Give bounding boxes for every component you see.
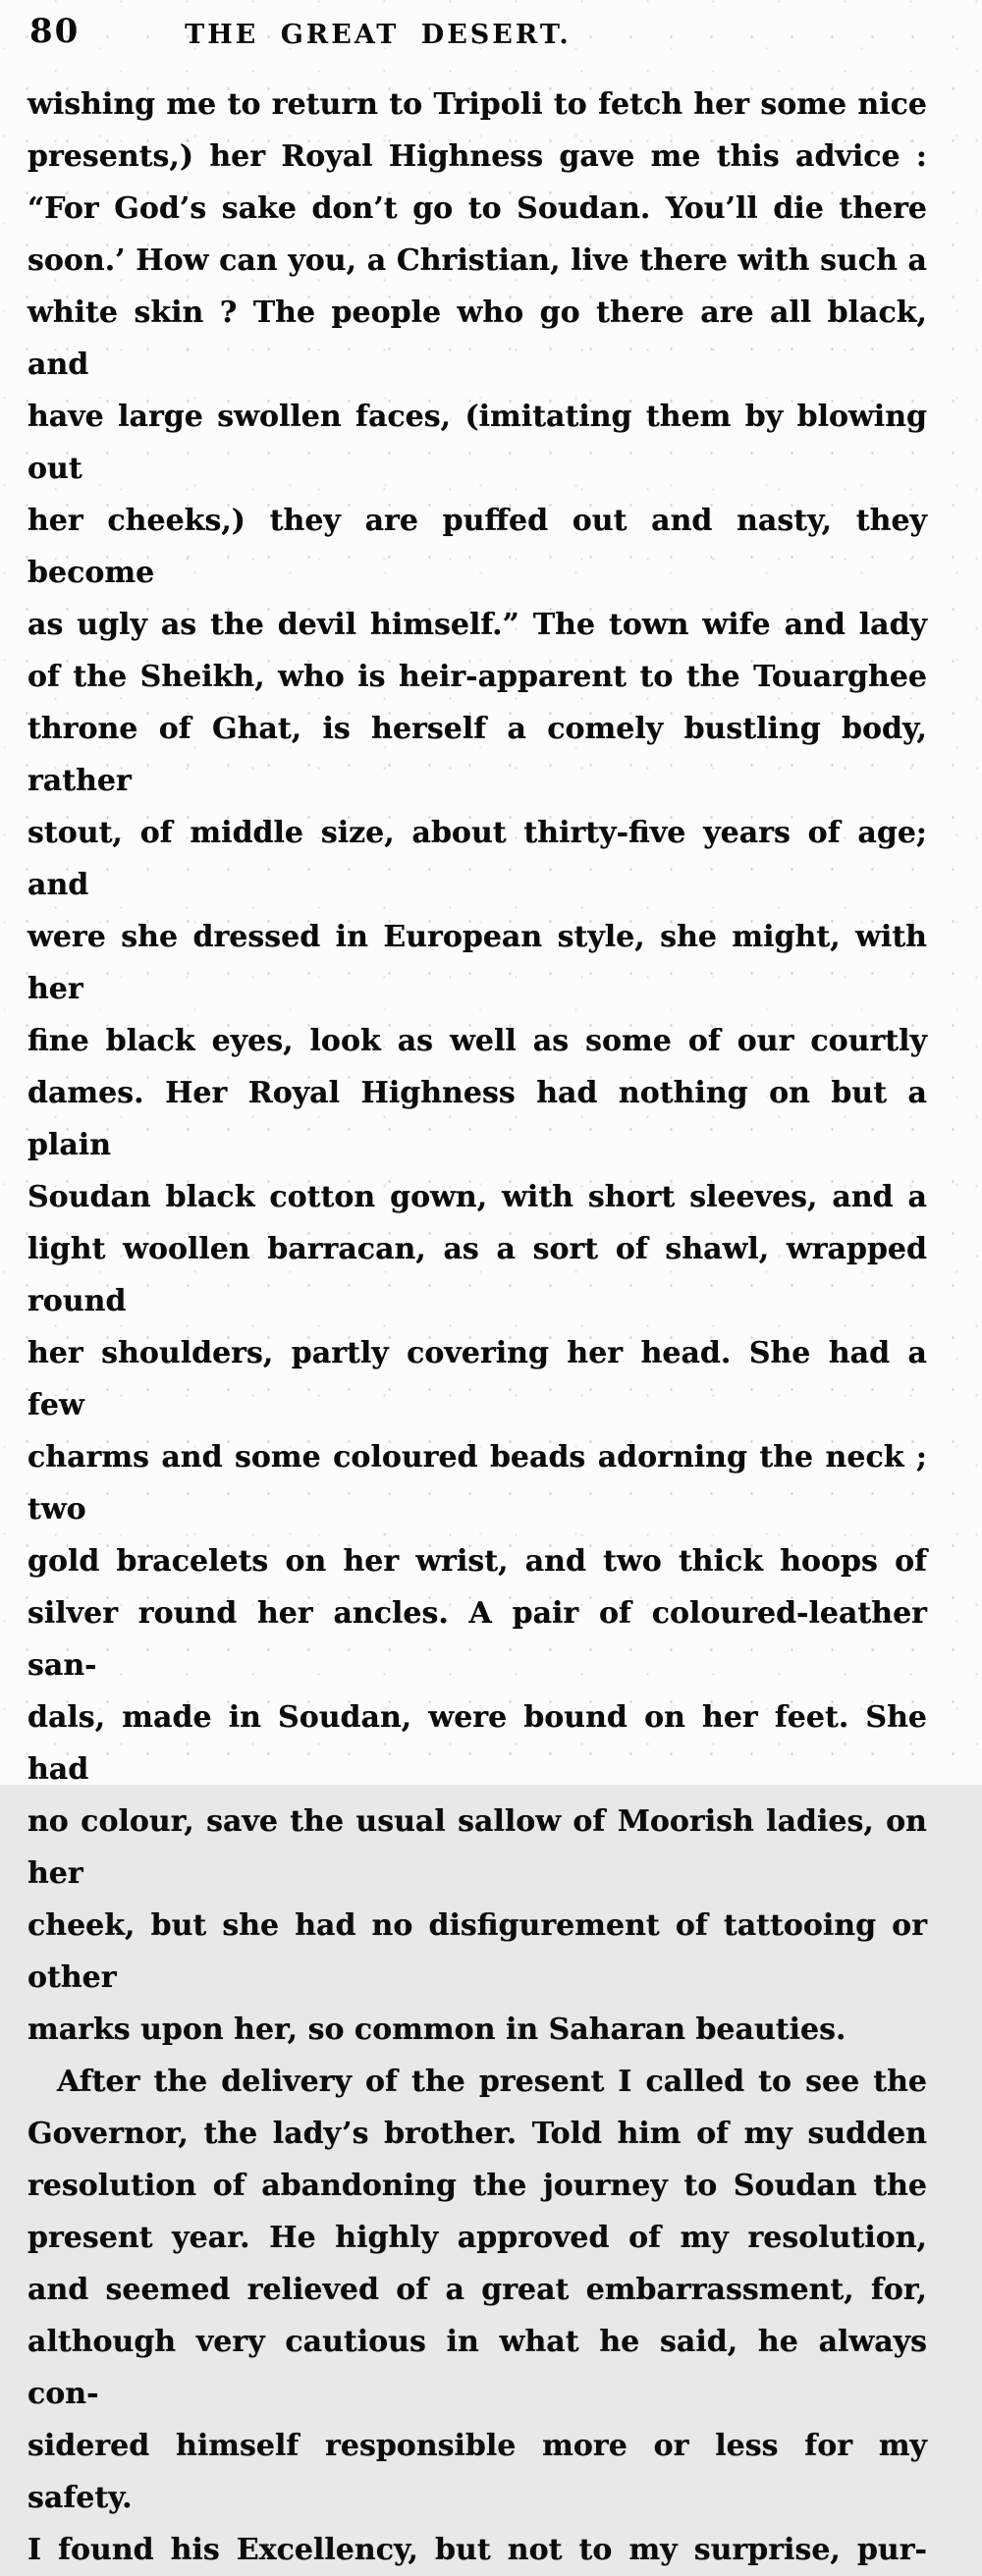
text-line: “For God’s sake don’t go to Soudan. You’ll die there <box>27 191 927 226</box>
text-line: and seemed relieved of a great embarrassment, for, <box>27 2273 927 2307</box>
text-line: white skin ? The people who go there are all black, and <box>27 295 927 382</box>
text-line: light woollen barracan, as a sort of shawl, wrapped round <box>27 1232 927 1318</box>
text-line: soon.’ How can you, a Christian, live there with such a <box>27 243 927 278</box>
text-line: After the delivery of the present I called to see the <box>57 2065 927 2099</box>
text-line: of the Sheikh, who is heir-apparent to the Touarghee <box>27 660 927 694</box>
paragraph <box>27 79 927 2056</box>
text-line: her shoulders, partly covering her head. She had a few <box>27 1336 927 1422</box>
text-line: fine black eyes, look as well as some of our courtly <box>27 1024 927 1058</box>
text-line: marks upon her, so common in Saharan beauties. <box>27 2012 846 2047</box>
text-line: gold bracelets on her wrist, and two thick hoops of <box>27 1544 927 1579</box>
text-line: charms and some coloured beads adorning the neck ; two <box>27 1440 927 1527</box>
text-line: although very cautious in what he said, he always con- <box>27 2325 927 2411</box>
text-line: stout, of middle size, about thirty-five years of age; and <box>27 816 927 902</box>
text-line: as ugly as the devil himself.” The town wife and lady <box>27 608 927 642</box>
running-header: THE GREAT DESERT. <box>185 20 572 50</box>
text-line: I found his Excellency, but not to my surprise, pur- <box>27 2533 927 2567</box>
text-line: presents,) her Royal Highness gave me this advice : <box>27 139 927 174</box>
text-line: dames. Her Royal Highness had nothing on but a plain <box>27 1076 927 1162</box>
text-line: silver round her ancles. A pair of coloured-leather san- <box>27 1596 927 1683</box>
text-line: no colour, save the usual sallow of Moorish ladies, on her <box>27 1804 927 1891</box>
text-line: present year. He highly approved of my resolution, <box>27 2221 927 2255</box>
text-line: Soudan black cotton gown, with short sleeves, and a <box>27 1180 927 1214</box>
text-line: Governor, the lady’s brother. Told him of my sudden <box>27 2117 927 2151</box>
text-line: were she dressed in European style, she might, with her <box>27 920 927 1006</box>
text-line: wishing me to return to Tripoli to fetch her some nice <box>27 87 927 122</box>
text-line: have large swollen faces, (imitating them by blowing out <box>27 400 927 486</box>
paragraph <box>27 2056 927 2576</box>
text-line: her cheeks,) they are puffed out and nasty, they become <box>27 504 927 590</box>
text-line: throne of Ghat, is herself a comely bustling body, rather <box>27 712 927 798</box>
text-line: resolution of abandoning the journey to Soudan the <box>27 2169 927 2203</box>
text-line: cheek, but she had no disfigurement of tattooing or other <box>27 1908 927 1995</box>
page-body <box>27 79 927 2576</box>
text-line: sidered himself responsible more or less for my safety. <box>27 2429 927 2515</box>
page-number: 80 <box>29 12 81 51</box>
text-line: dals, made in Soudan, were bound on her feet. She had <box>27 1700 927 1787</box>
